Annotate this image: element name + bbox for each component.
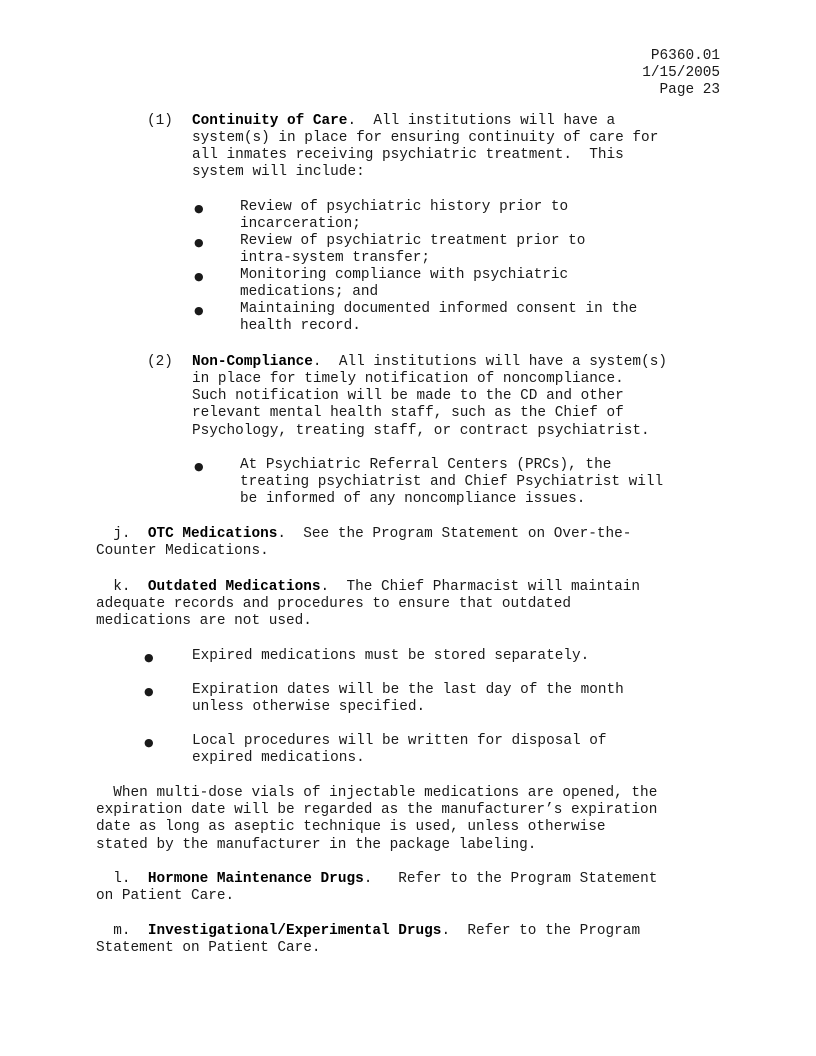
item-1-text-rest: system(s) in place for ensuring continuity of care for all inmates receiving psychiatric treatment. This system will include:	[192, 130, 659, 181]
item-1-title: Continuity of Care	[192, 113, 348, 129]
bullet-icon	[194, 305, 204, 315]
item-1-bullet-2: Review of psychiatric treatment prior to intra-system transfer;	[240, 233, 586, 267]
page-number: Page 23	[659, 82, 720, 99]
section-m-title: Investigational/Experimental Drugs	[147, 923, 442, 939]
item-1-bullet-4: Maintaining documented informed consent in the health record.	[240, 301, 638, 335]
item-1-bullet-3: Monitoring compliance with psychiatric medications; and	[240, 267, 569, 301]
section-k-bullet-3: Local procedures will be written for disposal of expired medications.	[192, 733, 607, 767]
bullet-icon	[194, 461, 204, 471]
section-l-title: Hormone Maintenance Drugs	[147, 871, 364, 887]
bullet-icon	[194, 203, 204, 213]
bullet-icon	[194, 237, 204, 247]
page-header	[642, 48, 720, 100]
section-j	[96, 526, 631, 560]
section-m-marker: m.	[96, 923, 148, 939]
section-k	[96, 579, 640, 631]
bullet-icon	[194, 271, 204, 281]
section-j-text: . See the Program Statement on Over-the- Counter Medications.	[96, 526, 632, 560]
section-l-text: . Refer to the Program Statement on Patient Care.	[96, 871, 658, 905]
item-2-first-line	[192, 354, 667, 371]
section-k-text: . The Chief Pharmacist will maintain adequate records and procedures to ensure that outdated medications are not used.	[96, 579, 641, 630]
document-number: P6360.01	[650, 48, 720, 64]
section-l	[96, 871, 657, 905]
document-date: 1/15/2005	[642, 65, 720, 82]
item-2-bullet-1: At Psychiatric Referral Centers (PRCs), the treating psychiatrist and Chief Psychiatrist will be informed of any noncompliance issues.	[240, 457, 664, 508]
section-j-marker: j.	[96, 526, 148, 542]
section-l-marker: l.	[96, 871, 148, 887]
section-m-text: . Refer to the Program Statement on Patient Care.	[96, 923, 641, 957]
section-j-title: OTC Medications	[147, 526, 278, 542]
bullet-icon	[144, 652, 154, 662]
bullet-icon	[144, 737, 154, 747]
item-1-text-start: . All institutions will have a	[347, 113, 616, 129]
item-1-first-line	[192, 113, 615, 130]
section-k-paragraph: When multi-dose vials of injectable medications are opened, the expiration date will be regarded as the manufacturer’s expiration date as long as aseptic technique is used, unless otherwise stated by the manufacturer in the package labeling.	[96, 785, 658, 853]
item-2-text-start: . All institutions will have a system(s)	[312, 354, 667, 370]
section-k-bullet-1: Expired medications must be stored separately.	[192, 648, 590, 664]
item-1-marker: (1)	[147, 113, 173, 129]
item-2-marker: (2)	[147, 354, 173, 370]
section-m	[96, 923, 640, 957]
bullet-icon	[144, 686, 154, 696]
section-k-marker: k.	[96, 579, 148, 595]
section-k-bullet-2: Expiration dates will be the last day of the month unless otherwise specified.	[192, 682, 624, 716]
section-k-title: Outdated Medications	[147, 579, 321, 595]
item-1-bullet-1: Review of psychiatric history prior to incarceration;	[240, 199, 569, 233]
item-2-title: Non-Compliance	[192, 354, 313, 370]
item-2-text-rest: in place for timely notification of noncompliance. Such notification will be made to the CD and other relevant mental health staff, such as the Chief of Psychology, treating staff, or contract psychiatrist.	[192, 371, 650, 439]
